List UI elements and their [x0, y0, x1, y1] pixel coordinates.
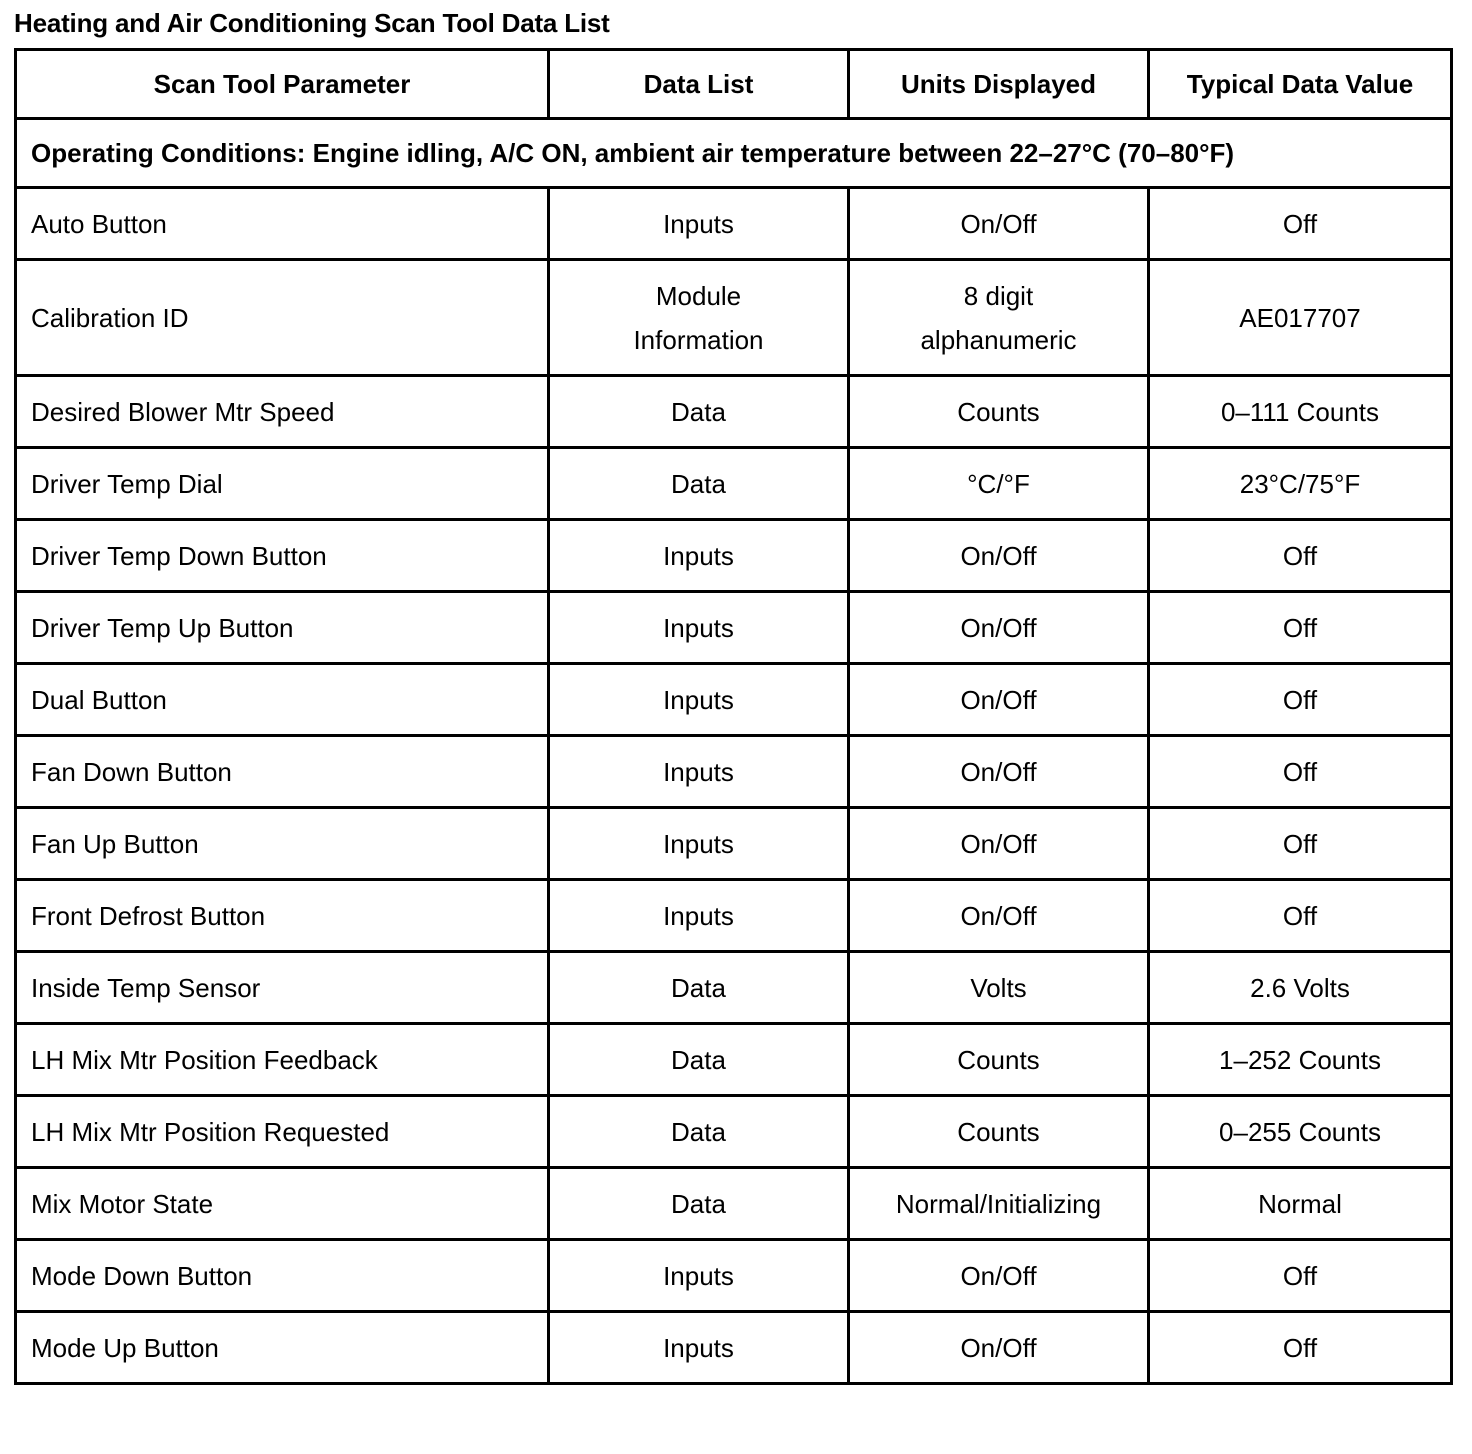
parameter-cell: Calibration ID: [16, 260, 549, 376]
typical-value-cell: Off: [1149, 664, 1452, 736]
parameter-cell: LH Mix Mtr Position Requested: [16, 1096, 549, 1168]
typical-value-cell: Normal: [1149, 1168, 1452, 1240]
typical-value-cell: AE017707: [1149, 260, 1452, 376]
typical-value-cell: Off: [1149, 1240, 1452, 1312]
typical-value-cell: 0–255 Counts: [1149, 1096, 1452, 1168]
units-cell: On/Off: [849, 1312, 1149, 1384]
data-list-cell: Inputs: [549, 592, 849, 664]
data-list-cell: Inputs: [549, 736, 849, 808]
data-list-line-2: Information: [633, 324, 764, 355]
parameter-cell: Desired Blower Mtr Speed: [16, 376, 549, 448]
parameter-cell: Driver Temp Up Button: [16, 592, 549, 664]
typical-value-cell: Off: [1149, 188, 1452, 260]
data-list-cell: Inputs: [549, 664, 849, 736]
data-list-cell: Data: [549, 1096, 849, 1168]
data-list-cell: Inputs: [549, 808, 849, 880]
data-list-cell: [549, 260, 849, 376]
units-cell: On/Off: [849, 880, 1149, 952]
table-row: [16, 592, 1452, 664]
parameter-cell: Inside Temp Sensor: [16, 952, 549, 1024]
table-row: [16, 1024, 1452, 1096]
units-cell: Normal/Initializing: [849, 1168, 1149, 1240]
data-list-cell: Data: [549, 952, 849, 1024]
parameter-cell: Driver Temp Dial: [16, 448, 549, 520]
units-cell: On/Off: [849, 520, 1149, 592]
parameter-cell: Mode Down Button: [16, 1240, 549, 1312]
data-list-cell: Data: [549, 448, 849, 520]
units-cell: On/Off: [849, 664, 1149, 736]
table-row: [16, 664, 1452, 736]
operating-conditions: Operating Conditions: Engine idling, A/C ON, ambient air temperature between 22–27°C (70–80°F): [16, 119, 1452, 188]
page-title: Heating and Air Conditioning Scan Tool Data List: [14, 8, 610, 38]
typical-value-cell: Off: [1149, 808, 1452, 880]
table-row: [16, 448, 1452, 520]
units-cell: Volts: [849, 952, 1149, 1024]
table-row: [16, 952, 1452, 1024]
parameter-cell: Dual Button: [16, 664, 549, 736]
scan-tool-data-table: [14, 48, 1453, 1385]
column-header-units: Units Displayed: [849, 50, 1149, 119]
data-list-line-1: Module: [655, 280, 742, 311]
table-row: [16, 808, 1452, 880]
table-row: [16, 1168, 1452, 1240]
table-row: [16, 1312, 1452, 1384]
units-cell: On/Off: [849, 592, 1149, 664]
data-list-cell: Data: [549, 1168, 849, 1240]
table-row: [16, 188, 1452, 260]
parameter-cell: Mode Up Button: [16, 1312, 549, 1384]
typical-value-cell: Off: [1149, 1312, 1452, 1384]
parameter-cell: LH Mix Mtr Position Feedback: [16, 1024, 549, 1096]
units-cell: Counts: [849, 1096, 1149, 1168]
column-header-typical-value: Typical Data Value: [1149, 50, 1452, 119]
operating-conditions-row: [16, 119, 1452, 188]
units-cell: On/Off: [849, 808, 1149, 880]
typical-value-cell: 2.6 Volts: [1149, 952, 1452, 1024]
typical-value-cell: 23°C/75°F: [1149, 448, 1452, 520]
data-list-cell: Inputs: [549, 520, 849, 592]
units-cell: °C/°F: [849, 448, 1149, 520]
parameter-cell: Fan Up Button: [16, 808, 549, 880]
parameter-cell: Mix Motor State: [16, 1168, 549, 1240]
data-list-cell: Inputs: [549, 188, 849, 260]
table-row: [16, 736, 1452, 808]
column-header-data-list: Data List: [549, 50, 849, 119]
data-list-cell: Inputs: [549, 1240, 849, 1312]
typical-value-cell: 0–111 Counts: [1149, 376, 1452, 448]
units-cell: Counts: [849, 1024, 1149, 1096]
table-row: [16, 1240, 1452, 1312]
table-row: [16, 260, 1452, 376]
units-cell: [849, 260, 1149, 376]
typical-value-cell: 1–252 Counts: [1149, 1024, 1452, 1096]
typical-value-cell: Off: [1149, 520, 1452, 592]
units-cell: On/Off: [849, 1240, 1149, 1312]
typical-value-cell: Off: [1149, 736, 1452, 808]
header-row: [16, 50, 1452, 119]
parameter-cell: Front Defrost Button: [16, 880, 549, 952]
units-cell: On/Off: [849, 188, 1149, 260]
data-list-cell: Data: [549, 376, 849, 448]
units-cell: Counts: [849, 376, 1149, 448]
parameter-cell: Driver Temp Down Button: [16, 520, 549, 592]
table-row: [16, 880, 1452, 952]
column-header-parameter: Scan Tool Parameter: [16, 50, 549, 119]
units-line-1: 8 digit: [963, 280, 1034, 311]
units-cell: On/Off: [849, 736, 1149, 808]
typical-value-cell: Off: [1149, 880, 1452, 952]
table-row: [16, 376, 1452, 448]
units-line-2: alphanumeric: [920, 324, 1077, 355]
table-row: [16, 520, 1452, 592]
data-list-cell: Inputs: [549, 1312, 849, 1384]
parameter-cell: Auto Button: [16, 188, 549, 260]
data-list-cell: Inputs: [549, 880, 849, 952]
typical-value-cell: Off: [1149, 592, 1452, 664]
data-list-cell: Data: [549, 1024, 849, 1096]
table-row: [16, 1096, 1452, 1168]
parameter-cell: Fan Down Button: [16, 736, 549, 808]
